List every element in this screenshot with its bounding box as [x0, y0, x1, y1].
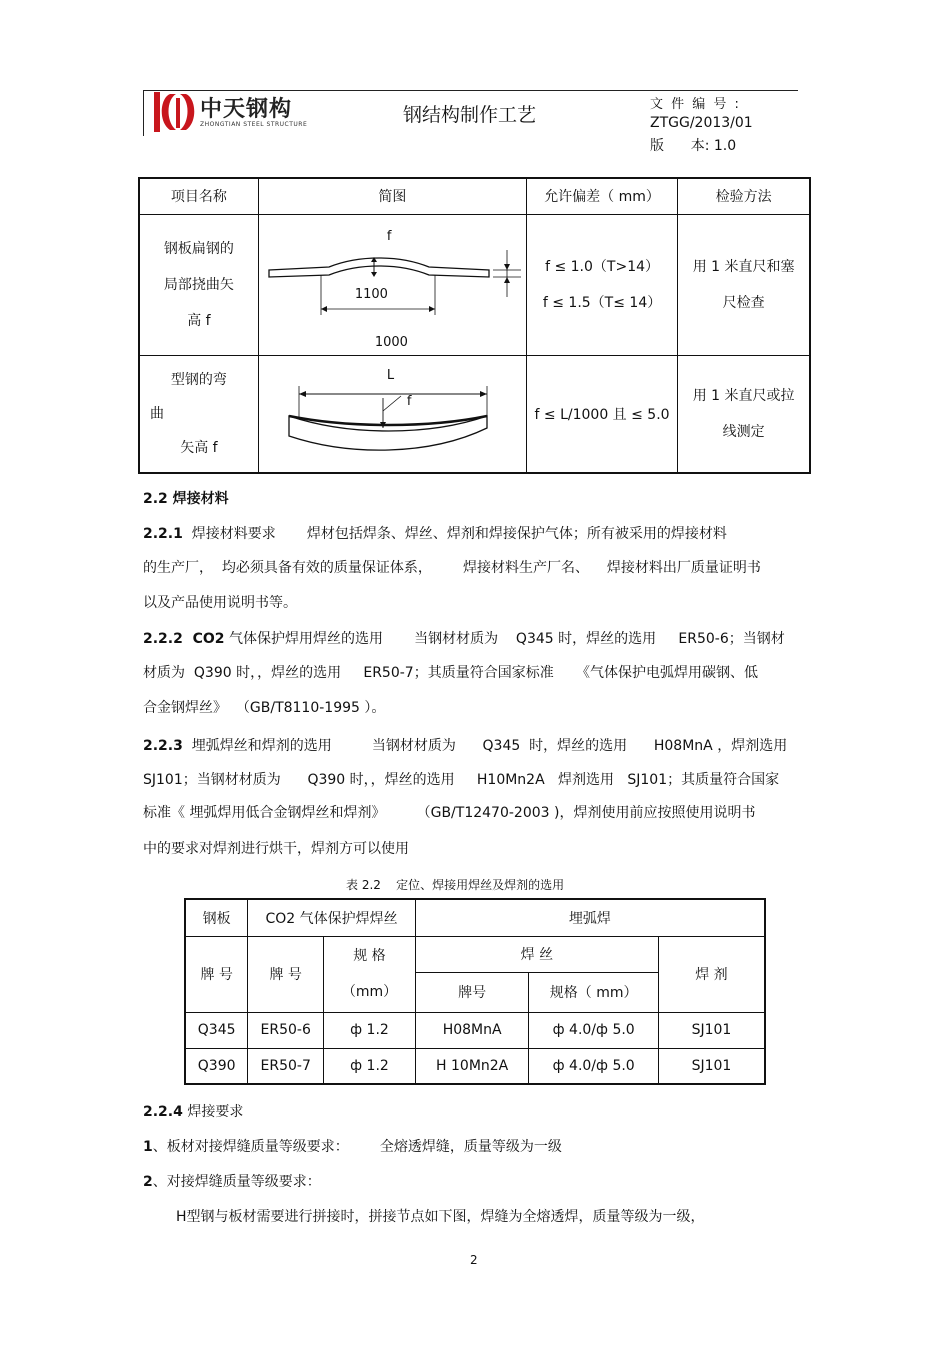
table-header-row — [185, 899, 765, 936]
table-row — [139, 214, 810, 355]
h-steel: 钢板 — [185, 899, 248, 936]
text-line: SJ101；当钢材材质为 Q390 时，，焊丝的选用 H10Mn2A 焊剂选用 SJ101；其质量符合国家 — [143, 772, 780, 788]
paragraph-2-2-2 — [143, 629, 813, 649]
row1-tolerance — [526, 214, 677, 355]
fig-f-label: f — [406, 393, 412, 409]
requirement-2 — [143, 1172, 813, 1192]
tolerance-table — [138, 177, 811, 474]
row1-name-line: 局部挠曲矢 — [163, 276, 234, 293]
logo-subtext: ZHONGTIAN STEEL STRUCTURE — [200, 121, 308, 128]
table-row — [185, 1048, 765, 1084]
fig-1100-label: 1100 — [354, 286, 388, 302]
cell-co2: ER50-7 — [248, 1048, 324, 1084]
cell-wire: H 10Mn2A — [415, 1048, 529, 1084]
row1-method — [678, 214, 810, 355]
table-header-row — [185, 936, 765, 972]
fig-L-label: L — [386, 367, 395, 383]
page-number: 2 — [470, 1253, 478, 1267]
doc-number-label: 文 件 编 号 : — [650, 97, 741, 112]
h-co2-grade: 牌 号 — [248, 936, 324, 1012]
logo-text: 中天钢构 — [200, 97, 293, 122]
cell-wire-spec: ф 4.0/ф 5.0 — [529, 1048, 658, 1084]
cell-steel: Q345 — [185, 1012, 248, 1048]
version: 版 本: 1.0 — [650, 138, 737, 154]
h-co2: CO2 气体保护焊焊丝 — [248, 899, 416, 936]
h-saw: 埋弧焊 — [415, 899, 765, 936]
plate-flatness-diagram — [259, 215, 525, 354]
row2-tolerance: f ≤ L/1000 且 ≤ 5.0 — [526, 355, 677, 473]
requirement-1 — [143, 1137, 813, 1157]
row1-sketch — [258, 214, 526, 355]
cell-steel: Q390 — [185, 1048, 248, 1084]
cell-wire-spec: ф 4.0/ф 5.0 — [529, 1012, 658, 1048]
row1-tol-line: f ≤ 1.5（T≤ 14） — [542, 294, 662, 311]
table-caption: 表 2.2 定位、焊接用焊丝及焊剂的选用 — [346, 878, 565, 892]
table-header-row — [139, 178, 810, 214]
row2-name-line: 曲 — [150, 405, 164, 422]
section-title: 焊接要求 — [187, 1104, 244, 1120]
header-rule — [143, 90, 798, 91]
text-line: 中的要求对焊剂进行烘干，焊剂方可以使用 — [143, 841, 409, 857]
h-spec — [324, 936, 416, 1012]
col-item-name: 项目名称 — [139, 178, 258, 214]
col-method: 检验方法 — [678, 178, 810, 214]
row2-name-line: 矢高 f — [180, 439, 218, 456]
row1-name-line: 钢板扁钢的 — [163, 240, 234, 257]
h-spec-label: 规 格 — [353, 948, 386, 964]
page-title: 钢结构制作工艺 — [403, 104, 537, 126]
table-row — [185, 1012, 765, 1048]
text-line: 的生产厂， 均必须具备有效的质量保证体系， 焊接材料生产厂名、 焊接材料出厂质量证明书 — [143, 560, 761, 576]
cell-spec: ф 1.2 — [324, 1012, 416, 1048]
paragraph-2-2-3 — [143, 736, 813, 756]
row1-method-line: 用 1 米直尺和塞 — [692, 258, 795, 275]
req-num: 2 — [143, 1174, 153, 1190]
paragraph-2-2-1 — [143, 524, 813, 544]
text-line: 气体保护焊用焊丝的选用 当钢材材质为 Q345 时，焊丝的选用 ER50-6；当钢材 — [228, 631, 785, 647]
req-text: 、板材对接焊缝质量等级要求： 全熔透焊缝，质量等级为一级 — [152, 1139, 562, 1155]
text-line: 焊接材料要求 焊材包括焊条、焊丝、焊剂和焊接保护气体；所有被采用的焊接材料 — [191, 526, 727, 542]
req-num: 1 — [143, 1139, 153, 1155]
header-left-rule — [143, 90, 144, 136]
h-spec-unit: （mm） — [341, 984, 398, 1000]
row2-name-line: 型钢的弯 — [170, 371, 227, 388]
text-line: 以及产品使用说明书等。 — [143, 595, 297, 611]
heading-2-2-4 — [143, 1102, 813, 1122]
h-wire-spec: 规格（ mm） — [529, 972, 658, 1012]
row2-name — [139, 355, 258, 473]
row1-method-line: 尺检查 — [722, 294, 765, 311]
text-line: 材质为 Q390 时，，焊丝的选用 ER50-7；其质量符合国家标准 《气体保护电弧焊用碳钢、低 — [143, 665, 758, 681]
cell-flux: SJ101 — [658, 1012, 765, 1048]
section-num: 2.2.4 — [143, 1104, 183, 1120]
cell-spec: ф 1.2 — [324, 1048, 416, 1084]
row2-method — [678, 355, 810, 473]
fig-f-label: f — [386, 228, 392, 244]
h-grade: 牌 号 — [185, 936, 248, 1012]
doc-number: ZTGG/2013/01 — [650, 115, 753, 131]
section-num: 2.2.1 — [143, 526, 183, 542]
fig-1000-label: 1000 — [374, 334, 408, 350]
row2-method-line: 线测定 — [722, 423, 765, 440]
row1-name-line: 高 f — [187, 312, 211, 329]
section-num: 2.2.2 CO2 — [143, 631, 225, 647]
col-sketch: 简图 — [258, 178, 526, 214]
row2-sketch — [258, 355, 526, 473]
h-wire-grade: 牌号 — [415, 972, 529, 1012]
cell-wire: H08MnA — [415, 1012, 529, 1048]
text-line: 标准《 埋弧焊用低合金钢焊丝和焊剂》 （GB/T12470-2003 )，焊剂使用前应按照使用说明书 — [143, 805, 756, 821]
section-num: 2.2.3 — [143, 738, 183, 754]
table-row — [139, 355, 810, 473]
text-line: 埋弧焊丝和焊剂的选用 当钢材材质为 Q345 时，焊丝的选用 H08MnA ，焊剂选用 — [191, 738, 788, 754]
cell-flux: SJ101 — [658, 1048, 765, 1084]
cell-co2: ER50-6 — [248, 1012, 324, 1048]
text-line: 合金钢焊丝》 （GB/T8110-1995 ）。 — [143, 700, 386, 716]
row1-tol-line: f ≤ 1.0（T>14） — [545, 258, 660, 275]
h-wire: 焊 丝 — [415, 936, 658, 972]
section-heading-2-2: 2.2 焊接材料 — [143, 491, 229, 507]
col-tolerance: 允许偏差（ mm） — [526, 178, 677, 214]
row2-method-line: 用 1 米直尺或拉 — [692, 387, 795, 404]
welding-material-table — [184, 898, 766, 1085]
row1-name — [139, 214, 258, 355]
requirement-2-text: H型钢与板材需要进行拼接时，拼接节点如下图，焊缝为全熔透焊，质量等级为一级， — [176, 1209, 705, 1225]
req-text: 、对接焊缝质量等级要求： — [152, 1174, 321, 1190]
h-flux: 焊 剂 — [658, 936, 765, 1012]
